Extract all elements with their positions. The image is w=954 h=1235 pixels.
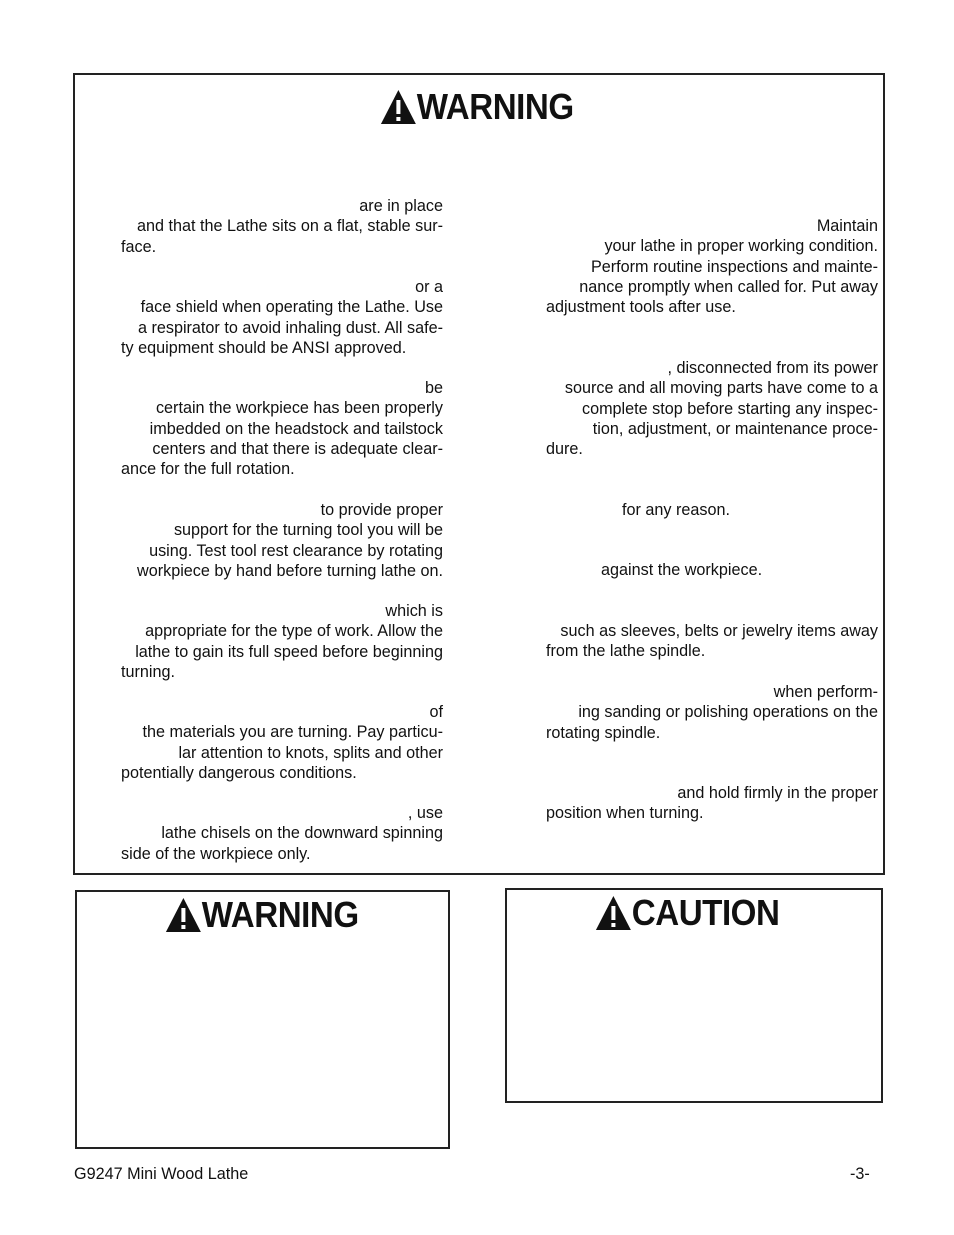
paragraph (546, 358, 878, 459)
text-line: side of the workpiece only. (121, 844, 311, 863)
text-line: lathe to gain its full speed before beginning (135, 642, 443, 661)
lower-warning-box (75, 890, 450, 1149)
text-line: and that the Lathe sits on a flat, stable sur- (137, 217, 443, 236)
text-line: appropriate for the type of work. Allow the (145, 622, 443, 641)
text-line: against the workpiece. (601, 561, 763, 579)
warning-triangle-icon (380, 89, 417, 125)
caution-triangle-icon (595, 895, 632, 931)
paragraph (622, 500, 878, 520)
main-warning-box (73, 73, 885, 875)
text-line: centers and that there is adequate clear- (152, 439, 443, 458)
text-line: when perform- (773, 683, 878, 701)
paragraph (121, 803, 443, 864)
text-line: certain the workpiece has been properly (155, 399, 443, 418)
footer-title: G9247 Mini Wood Lathe (74, 1165, 249, 1183)
text-line: face. (121, 237, 157, 256)
caution-title: CAUTION (631, 892, 780, 933)
text-line: face shield when operating the Lathe. Use (140, 298, 443, 317)
text-line: for any reason. (622, 501, 730, 519)
text-line: Maintain (816, 217, 878, 235)
text-line: imbedded on the headstock and tailstock (149, 419, 443, 438)
text-line: from the lathe spindle. (546, 642, 706, 661)
caution-box (505, 888, 883, 1103)
caution-heading (595, 892, 780, 933)
text-line: workpiece by hand before turning lathe on. (137, 561, 443, 580)
text-line: and hold firmly in the proper (677, 784, 878, 802)
paragraph (121, 378, 443, 479)
main-warning-heading (380, 86, 574, 127)
text-line: lar attention to knots, splits and other (178, 743, 443, 762)
text-line: , use (407, 804, 443, 822)
text-line: a respirator to avoid inhaling dust. All safe- (137, 318, 443, 337)
text-line: ance for the full rotation. (121, 460, 295, 479)
paragraph (121, 277, 443, 358)
text-line: lathe chisels on the downward spinning (161, 824, 443, 843)
text-line: are in place (359, 197, 443, 215)
text-line: , disconnected from its power (667, 359, 878, 377)
text-line: Perform routine inspections and mainte- (590, 257, 878, 276)
paragraph (546, 216, 878, 317)
text-line: of (429, 703, 443, 721)
text-line: support for the turning tool you will be (173, 521, 443, 540)
text-line: such as sleeves, belts or jewelry items away (560, 622, 878, 640)
text-line: to provide proper (320, 501, 443, 519)
paragraph (121, 702, 443, 783)
text-line: or a (415, 278, 443, 296)
paragraph (546, 621, 878, 662)
main-warning-title: WARNING (416, 86, 574, 127)
text-line: source and all moving parts have come to a (564, 379, 878, 398)
text-line: adjustment tools after use. (546, 298, 736, 317)
page-number: -3- (850, 1165, 870, 1183)
paragraph (546, 783, 878, 824)
text-line: potentially dangerous conditions. (121, 763, 357, 782)
paragraph (121, 601, 443, 682)
paragraph (121, 500, 443, 581)
text-line: complete stop before starting any inspec- (581, 399, 878, 418)
text-line: dure. (546, 440, 583, 459)
text-line: be (424, 379, 443, 397)
text-line: ing sanding or polishing operations on the (578, 703, 878, 722)
text-line: which is (385, 602, 443, 620)
text-line: turning. (121, 662, 175, 681)
lower-warning-title: WARNING (201, 894, 359, 935)
text-line: your lathe in proper working condition. (604, 237, 878, 256)
paragraph (121, 196, 443, 257)
paragraph (601, 560, 878, 580)
lower-warning-heading (165, 894, 359, 935)
text-line: using. Test tool rest clearance by rotating (149, 541, 443, 560)
text-line: the materials you are turning. Pay particu- (142, 723, 443, 742)
text-line: position when turning. (546, 804, 704, 823)
text-line: ty equipment should be ANSI approved. (121, 338, 407, 357)
warning-triangle-icon (165, 897, 202, 933)
text-line: rotating spindle. (546, 723, 661, 742)
paragraph (546, 682, 878, 743)
text-line: tion, adjustment, or maintenance proce- (592, 419, 878, 438)
text-line: nance promptly when called for. Put away (579, 277, 878, 296)
